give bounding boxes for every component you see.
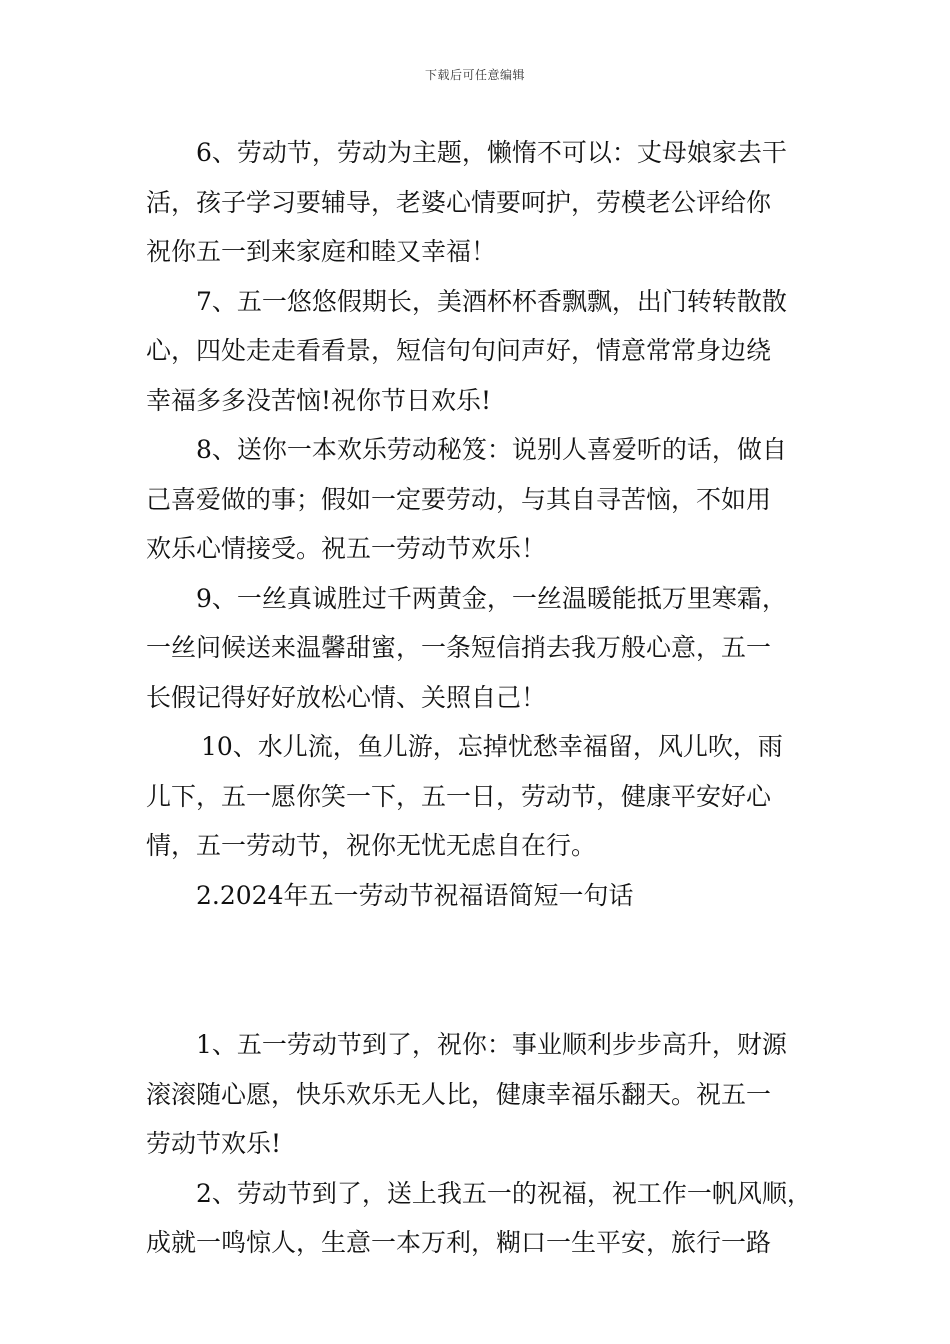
paragraph-line: 成就一鸣惊人，生意一本万利，糊口一生平安，旅行一路 — [146, 1228, 772, 1257]
paragraph-line: 10、水儿流，鱼儿游，忘掉忧愁幸福留，风儿吹，雨 — [201, 732, 783, 761]
paragraph-2 — [146, 1169, 816, 1268]
paragraph-9 — [146, 574, 816, 723]
paragraph-line: 幸福多多没苦恼!祝你节日欢乐! — [146, 385, 492, 415]
paragraph-line: 情，五一劳动节，祝你无忧无虑自在行。 — [146, 831, 597, 860]
paragraph-line: 2、劳动节到了，送上我五一的祝福，祝工作一帆风顺， — [196, 1178, 812, 1208]
page-header: 下载后可任意编辑 — [424, 68, 525, 82]
paragraph-line: 1、五一劳动节到了，祝你：事业顺利步步高升，财源 — [196, 1030, 787, 1059]
paragraph-line: 心，四处走走看看景，短信句句问声好，情意常常身边绕 — [146, 336, 772, 365]
paragraph-line: 9、一丝真诚胜过千两黄金，一丝温暖能抵万里寒霜， — [196, 583, 787, 613]
paragraph-line: 儿下，五一愿你笑一下，五一日，劳动节，健康平安好心 — [146, 781, 772, 811]
paragraph-line: 祝你五一到来家庭和睦又幸福！ — [146, 237, 497, 266]
blank-spacer — [146, 920, 816, 1020]
paragraph-line: 6、劳动节，劳动为主题，懒惰不可以：丈母娘家去干 — [196, 138, 787, 167]
paragraph-line: 欢乐心情接受。祝五一劳动节欢乐！ — [146, 534, 547, 563]
paragraph-line: 长假记得好好放松心情、关照自己！ — [146, 682, 547, 712]
paragraph-6 — [146, 128, 816, 277]
document-body — [146, 128, 816, 1268]
paragraph-10 — [146, 722, 816, 871]
paragraph-1 — [146, 1020, 816, 1169]
paragraph-line: 7、五一悠悠假期长，美酒杯杯香飘飘，出门转转散散 — [196, 286, 787, 316]
paragraph-line: 8、送你一本欢乐劳动秘笈：说别人喜爱听的话，做自 — [196, 435, 787, 464]
paragraph-line: 己喜爱做的事；假如一定要劳动，与其自寻苦恼，不如用 — [146, 484, 772, 514]
paragraph-7 — [146, 277, 816, 426]
paragraph-line: 活，孩子学习要辅导，老婆心情要呵护，劳模老公评给你 — [146, 187, 772, 217]
section-heading: 2.2024年五一劳动节祝福语简短一句话 — [196, 880, 634, 910]
paragraph-line: 一丝问候送来温馨甜蜜，一条短信捎去我万般心意，五一 — [146, 633, 772, 662]
paragraph-8 — [146, 425, 816, 574]
paragraph-line: 劳动节欢乐! — [146, 1129, 282, 1158]
paragraph-line: 滚滚随心愿，快乐欢乐无人比，健康幸福乐翻天。祝五一 — [146, 1079, 772, 1109]
